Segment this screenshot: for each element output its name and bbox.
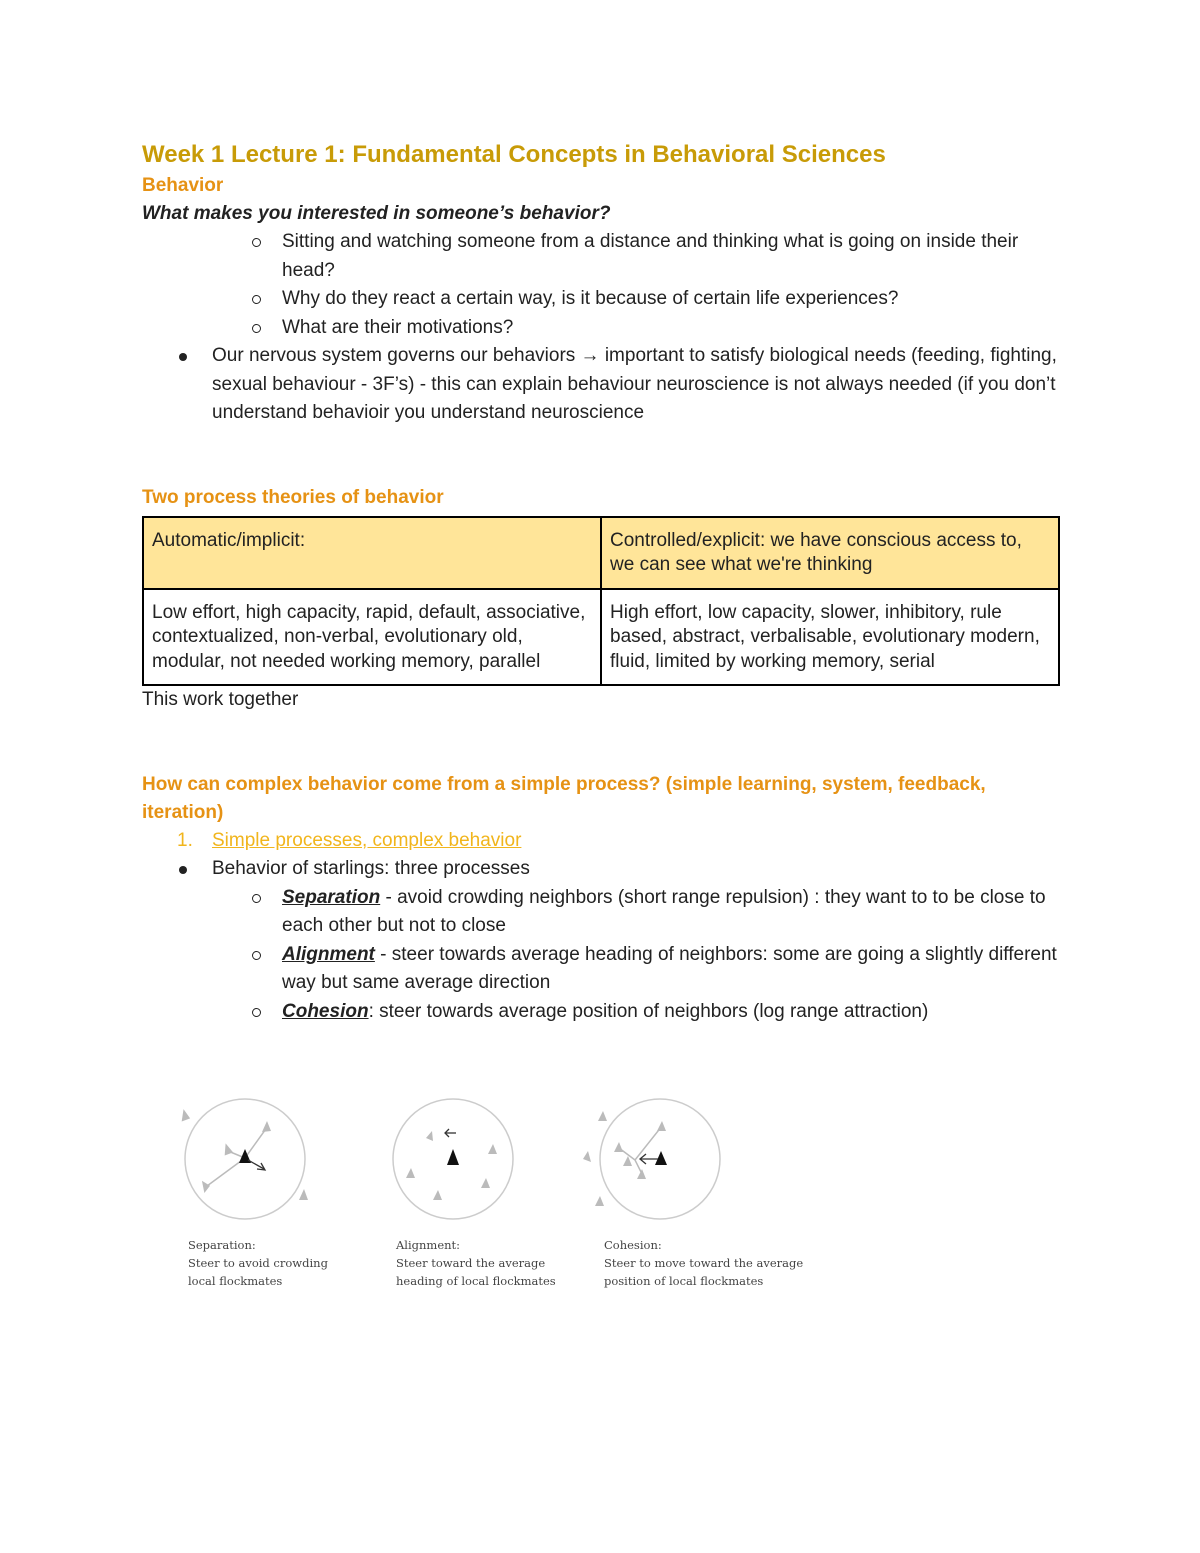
complex-heading: How can complex behavior come from a simple process? (simple learning, system, feedback, iteration) [142,773,986,823]
table-note: This work together [142,689,299,710]
caption-line: Steer to move toward the average [604,1256,804,1270]
caption-title: Cohesion: [604,1238,662,1252]
item-number: 1. [177,829,193,851]
caption-line: position of local flockmates [604,1274,764,1288]
caption-title: Alignment: [396,1238,461,1252]
cohesion-diagram [583,1099,720,1219]
list-item-cohesion [142,998,1062,1027]
caption-line: local flockmates [188,1274,283,1288]
list-item: Behavior of starlings: three processes [142,855,1062,884]
flocking-diagram [170,1096,810,1236]
list-item: Why do they react a certain way, is it because of certain life experiences? [142,285,1062,314]
term-text: : steer towards average position of neighbors (log range attraction) [368,1000,929,1022]
page-title: Week 1 Lecture 1: Fundamental Concepts in Behavioral Sciences [142,141,886,168]
behavior-heading: Behavior [142,175,224,196]
behavior-question: What makes you interested in someone’s behavior? [142,203,611,224]
term-cohesion: Cohesion [282,1000,369,1022]
separation-diagram [178,1099,308,1219]
table-cell: Controlled/explicit: we have conscious access to, we can see what we're thinking [601,517,1059,589]
list-item: Sitting and watching someone from a distance and thinking what is going on inside their head? [142,228,1062,285]
two-process-table [142,516,1060,687]
table-row [143,589,1059,686]
alignment-diagram [393,1099,513,1219]
term-alignment: Alignment [282,943,375,965]
list-item: Our nervous system governs our behaviors → important to satisfy biological needs (feeding, fighting, sexual behaviour - 3F’s) - this can explain behaviour neuroscience is not always needed (if you don’t understand behavioir you understand neuroscience [142,342,1062,428]
caption-line: Steer to avoid crowding [188,1256,328,1270]
complex-list [142,827,1062,1027]
list-item-alignment [142,941,1062,998]
two-process-heading: Two process theories of behavior [142,486,444,508]
behavior-sub-list [142,228,1062,428]
term-text: - steer towards average heading of neighbors: some are going a slightly different way but same average direction [282,943,1057,993]
table-cell: High effort, low capacity, slower, inhibitory, rule based, abstract, verbalisable, evolutionary modern, fluid, limited by working memory, serial [601,589,1059,686]
caption-title: Separation: [188,1238,256,1252]
caption-line: Steer toward the average [396,1256,546,1270]
table-cell: Low effort, high capacity, rapid, default, associative, contextualized, non-verbal, evolutionary old, modular, not needed working memory, parallel [143,589,601,686]
term-separation: Separation [282,886,381,908]
table-header-row [143,517,1059,589]
flocking-figure [170,1096,810,1296]
item-label: Simple processes, complex behavior [212,829,522,851]
cohesion-caption [604,1236,803,1290]
caption-line: heading of local flockmates [396,1274,556,1288]
numbered-item [142,827,1062,856]
list-item-separation [142,884,1062,941]
separation-caption [188,1236,328,1290]
document-page [142,138,1062,1026]
list-item: What are their motivations? [142,314,1062,343]
term-text: - avoid crowding neighbors (short range repulsion) : they want to to be close to each other but not to close [282,886,1046,936]
alignment-caption [396,1236,556,1290]
table-cell: Automatic/implicit: [143,517,601,589]
